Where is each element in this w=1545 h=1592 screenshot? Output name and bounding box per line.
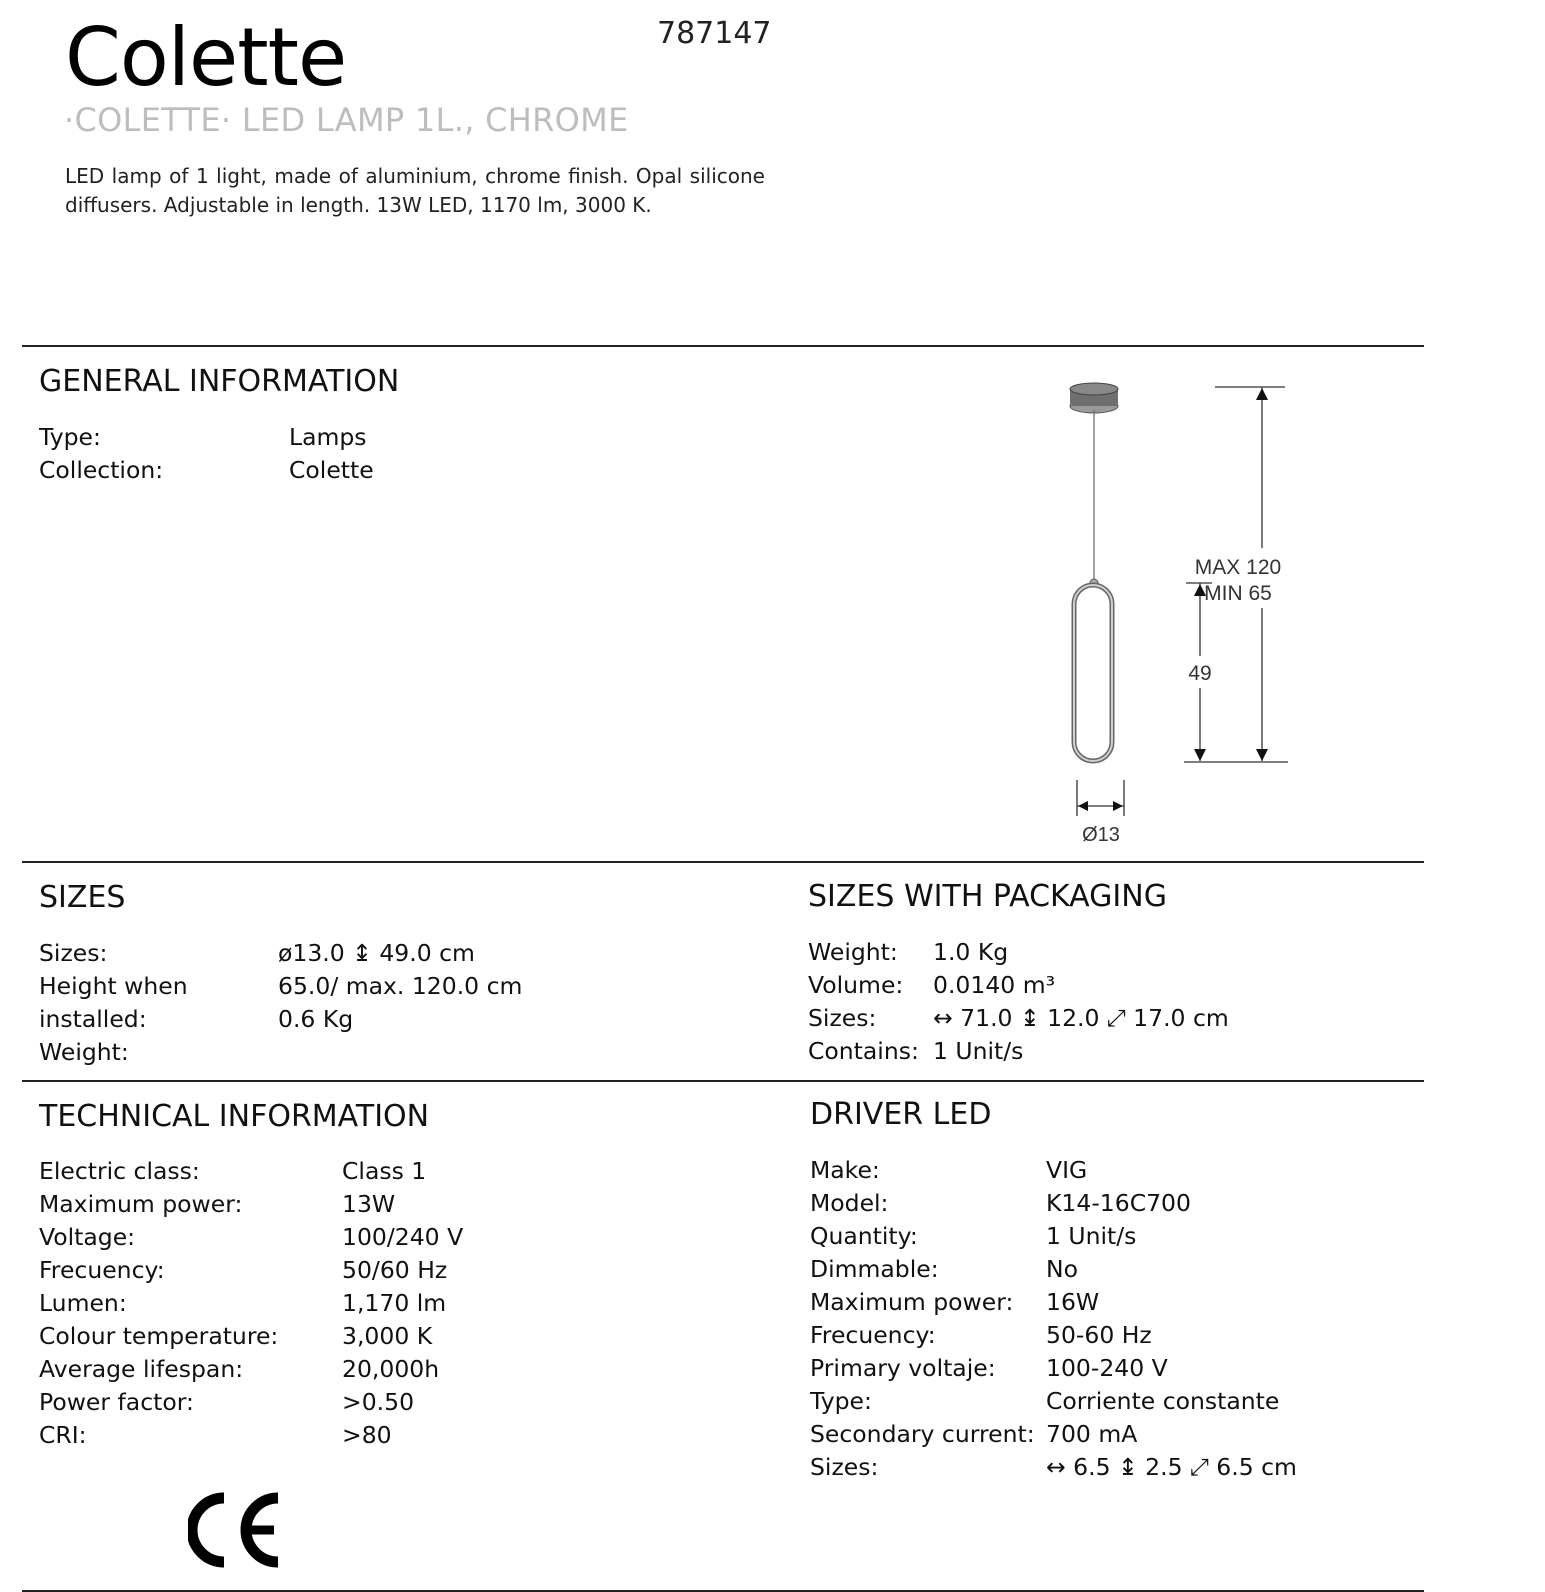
driver-label: Model: <box>810 1189 889 1217</box>
packaging-label-contains: Contains: <box>808 1037 919 1065</box>
technical-value: Class 1 <box>342 1157 427 1185</box>
general-heading: GENERAL INFORMATION <box>39 364 400 399</box>
driver-value: ↔ 6.5 ↨ 2.5 ⤢ 6.5 cm <box>1046 1453 1297 1481</box>
max-label: MAX 120 <box>1194 556 1282 579</box>
technical-value: 1,170 lm <box>342 1289 447 1317</box>
driver-value: 16W <box>1046 1288 1100 1316</box>
sizes-value-weight: 0.6 Kg <box>278 1005 354 1033</box>
max-arrow-bottom <box>1256 749 1268 761</box>
technical-value: 20,000h <box>342 1355 440 1383</box>
driver-value: 1 Unit/s <box>1046 1222 1137 1250</box>
sizes-value-height: 65.0/ max. 120.0 cm <box>278 972 523 1000</box>
general-value-collection: Colette <box>289 456 374 484</box>
packaging-value-contains: 1 Unit/s <box>933 1037 1024 1065</box>
sizes-heading: SIZES <box>39 880 126 915</box>
technical-value: >0.50 <box>342 1388 415 1416</box>
technical-label: Average lifespan: <box>39 1355 244 1383</box>
driver-label: Make: <box>810 1156 880 1184</box>
diameter-arrow-right <box>1113 801 1123 811</box>
driver-labels <box>810 1154 1035 1484</box>
technical-label: Maximum power: <box>39 1190 243 1218</box>
diameter-arrow-left <box>1078 801 1088 811</box>
divider-sizes <box>22 861 1424 863</box>
ce-mark-icon <box>188 1492 284 1568</box>
height-arrow-bottom <box>1194 749 1206 761</box>
driver-label: Quantity: <box>810 1222 918 1250</box>
driver-value: 100-240 V <box>1046 1354 1168 1382</box>
technical-value: 50/60 Hz <box>342 1256 448 1284</box>
packaging-value-volume: 0.0140 m³ <box>933 971 1056 999</box>
driver-label: Frecuency: <box>810 1321 936 1349</box>
driver-value: Corriente constante <box>1046 1387 1280 1415</box>
diameter-label: Ø13 <box>1082 824 1120 846</box>
technical-value: 100/240 V <box>342 1223 464 1251</box>
sizes-label-height: Height when <box>39 972 188 1000</box>
technical-label: Electric class: <box>39 1157 200 1185</box>
ce-c-shape <box>192 1498 224 1562</box>
driver-label: Secondary current: <box>810 1420 1035 1448</box>
product-code: 787147 <box>657 16 772 51</box>
driver-value: K14-16C700 <box>1046 1189 1191 1217</box>
product-description: LED lamp of 1 light, made of aluminium, chrome finish. Opal silicone diffusers. Adjustable in length. 13W LED, 1170 lm, 3000 K. <box>65 164 765 217</box>
lamp-loop-highlight <box>1074 585 1112 761</box>
packaging-value-weight: 1.0 Kg <box>933 938 1009 966</box>
driver-label: Dimmable: <box>810 1255 939 1283</box>
general-value-type: Lamps <box>289 423 367 451</box>
technical-label: Voltage: <box>39 1223 136 1251</box>
driver-value: VIG <box>1046 1156 1088 1184</box>
packaging-heading: SIZES WITH PACKAGING <box>808 879 1167 914</box>
sizes-label-weight: Weight: <box>39 1038 129 1066</box>
driver-value: 700 mA <box>1046 1420 1138 1448</box>
lamp-loop <box>1074 585 1112 761</box>
general-label-collection: Collection: <box>39 456 164 484</box>
divider-technical <box>22 1080 1424 1082</box>
lamp-dimension-diagram <box>1040 380 1340 860</box>
technical-value: >80 <box>342 1421 392 1449</box>
driver-values <box>1046 1154 1297 1484</box>
technical-value: 3,000 K <box>342 1322 433 1350</box>
height-label: 49 <box>1188 662 1212 685</box>
canopy-top <box>1070 383 1118 395</box>
technical-labels <box>39 1155 278 1452</box>
driver-label: Type: <box>810 1387 872 1415</box>
technical-label: Lumen: <box>39 1289 127 1317</box>
driver-label: Primary voltaje: <box>810 1354 996 1382</box>
technical-values <box>342 1155 463 1452</box>
packaging-label-sizes: Sizes: <box>808 1004 877 1032</box>
sizes-label-installed: installed: <box>39 1005 147 1033</box>
technical-label: Colour temperature: <box>39 1322 279 1350</box>
technical-label: CRI: <box>39 1421 87 1449</box>
sizes-value-sizes: ø13.0 ↨ 49.0 cm <box>278 939 475 967</box>
driver-value: 50-60 Hz <box>1046 1321 1152 1349</box>
driver-value: No <box>1046 1255 1078 1283</box>
technical-label: Power factor: <box>39 1388 194 1416</box>
packaging-value-sizes: ↔ 71.0 ↨ 12.0 ⤢ 17.0 cm <box>933 1004 1229 1032</box>
driver-heading: DRIVER LED <box>810 1097 992 1132</box>
packaging-label-weight: Weight: <box>808 938 898 966</box>
driver-label: Maximum power: <box>810 1288 1014 1316</box>
technical-value: 13W <box>342 1190 396 1218</box>
product-subtitle: ·COLETTE· LED LAMP 1L., CHROME <box>64 101 629 139</box>
driver-label: Sizes: <box>810 1453 879 1481</box>
packaging-label-volume: Volume: <box>808 971 904 999</box>
technical-heading: TECHNICAL INFORMATION <box>39 1099 430 1134</box>
sizes-label-sizes: Sizes: <box>39 939 108 967</box>
max-arrow-top <box>1256 388 1268 400</box>
technical-label: Frecuency: <box>39 1256 165 1284</box>
general-label-type: Type: <box>39 423 101 451</box>
divider-general <box>22 345 1424 347</box>
min-label: MIN 65 <box>1204 582 1272 605</box>
product-title: Colette <box>65 11 347 104</box>
